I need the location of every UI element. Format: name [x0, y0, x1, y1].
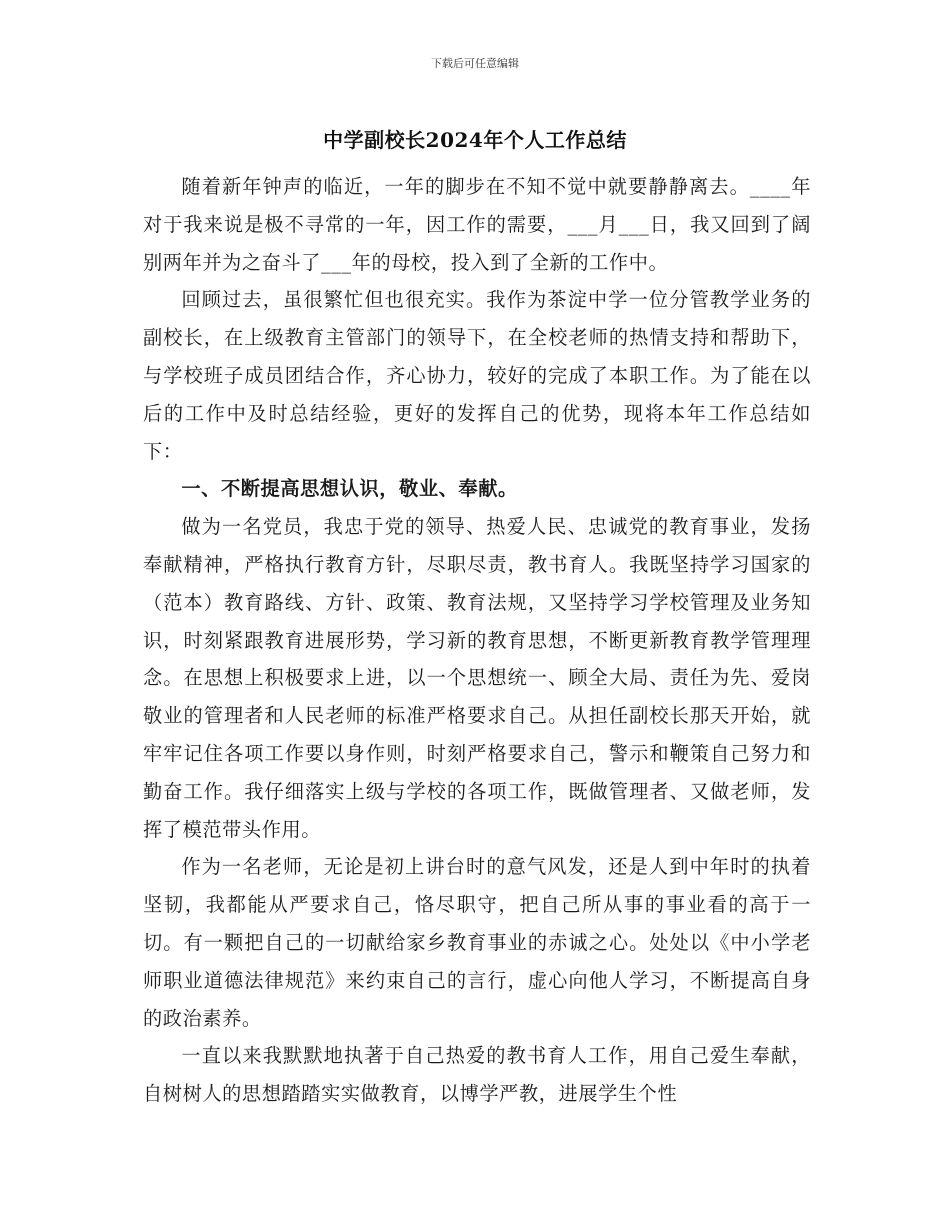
paragraph-review: 回顾过去，虽很繁忙但也很充实。我作为茶淀中学一位分管教学业务的副校长，在上级教育主管部门的领导下，在全校老师的热情支持和帮助下，与学校班子成员团结合作，齐心协力，较好的完成了本职工作。为了能在以后的工作中及时总结经验，更好的发挥自己的优势，现将本年工作总结如下：: [143, 288, 811, 463]
paragraph-teacher: 作为一名老师，无论是初上讲台时的意气风发，还是人到中年时的执着坚韧，我都能从严要求自己，恪尽职守，把自己所从事的事业看的高于一切。有一颗把自己的一切献给家乡教育事业的赤诚之心。处处以《中小学老师职业道德法律规范》来约束自己的言行，虚心向他人学习，不断提高自身的政治素养。: [143, 855, 811, 1030]
header-note: 下载后可任意编辑: [431, 57, 519, 70]
document-body: [143, 168, 811, 1113]
paragraph-intro: 随着新年钟声的临近，一年的脚步在不知不觉中就要静静离去。____年对于我来说是极不寻常的一年，因工作的需要，___月___日，我又回到了阔别两年并为之奋斗了___年的母校，投入到了全新的工作中。: [143, 175, 811, 274]
paragraph-dedication: 一直以来我默默地执著于自己热爱的教书育人工作，用自己爱生奉献，自树树人的思想踏踏实实做教育，以博学严教，进展学生个性: [143, 1044, 811, 1106]
section-heading-1: 一、不断提高思想认识，敬业、奉献。: [181, 477, 518, 501]
document-title: 中学副校长2024年个人工作总结: [323, 128, 627, 152]
paragraph-party-member: 做为一名党员，我忠于党的领导、热爱人民、忠诚党的教育事业，发扬奉献精神，严格执行教育方针，尽职尽责，教书育人。我既坚持学习国家的（范本）教育路线、方针、政策、教育法规，又坚持学习学校管理及业务知识，时刻紧跟教育进展形势，学习新的教育思想，不断更新教育教学管理理念。在思想上积极要求上进，以一个思想统一、顾全大局、责任为先、爱岗敬业的管理者和人民老师的标准严格要求自己。从担任副校长那天开始，就牢牢记住各项工作要以身作则，时刻严格要求自己，警示和鞭策自己努力和勤奋工作。我仔细落实上级与学校的各项工作，既做管理者、又做老师，发挥了模范带头作用。: [143, 515, 811, 841]
